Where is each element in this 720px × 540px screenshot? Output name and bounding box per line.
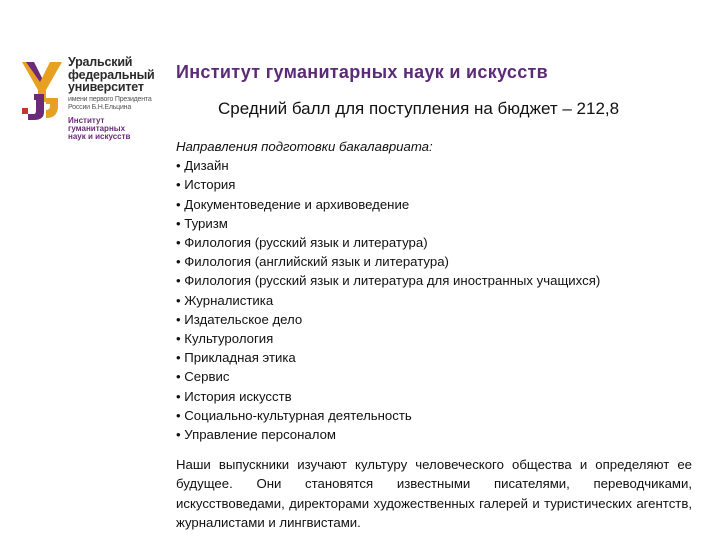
average-score-subtitle: Средний балл для поступления на бюджет – 212,8 xyxy=(218,99,620,118)
list-item: • Туризм xyxy=(176,215,228,231)
list-item: • Филология (русский язык и литература) xyxy=(176,235,428,251)
university-subtitle-line1: имени первого Президента xyxy=(68,95,152,103)
list-item: • Социально-культурная деятельность xyxy=(176,407,412,423)
list-item: • Журналистика xyxy=(176,292,274,308)
list-item: • Управление персоналом xyxy=(176,427,337,443)
list-item: • Культурология xyxy=(176,331,274,347)
university-name-line1: Уральский xyxy=(68,55,133,69)
university-subtitle xyxy=(68,96,178,112)
logo-text xyxy=(68,56,178,142)
page-title: Институт гуманитарных наук и искусств xyxy=(176,62,549,82)
directions-list xyxy=(176,156,600,444)
list-item: • Сервис xyxy=(176,369,230,385)
university-name-line2: федеральный xyxy=(68,67,155,82)
list-item: • История искусств xyxy=(176,388,292,404)
list-item: • История xyxy=(176,177,236,193)
list-item: • Филология (русский язык и литература для иностранных учащихся) xyxy=(176,273,601,289)
logo-institute-line3: наук и искусств xyxy=(68,132,131,142)
list-item: • Прикладная этика xyxy=(176,350,296,366)
list-item: • Филология (английский язык и литература) xyxy=(176,254,449,270)
directions-heading: Направления подготовки бакалавриата: xyxy=(176,139,433,154)
university-name-line3: университет xyxy=(68,80,144,94)
logo-institute-name xyxy=(68,117,178,142)
list-item: • Дизайн xyxy=(176,158,229,174)
university-emblem-icon xyxy=(20,58,64,122)
list-item: • Издательское дело xyxy=(176,311,303,327)
graduates-paragraph: Наши выпускники изучают культуру человеческого общества и определяют ее будущее. Они становятся известными писателями, переводчиками, искусствоведами, директорами художественных галерей и туристических агентств, журналистами и лингвистами. xyxy=(176,457,692,531)
university-logo xyxy=(20,56,170,156)
logo-institute-line2: гуманитарных xyxy=(68,123,126,133)
university-subtitle-line2: России Б.Н.Ельцина xyxy=(68,103,132,111)
logo-institute-line1: Институт xyxy=(68,115,105,125)
directions-section xyxy=(176,137,600,444)
list-item: • Документоведение и архивоведение xyxy=(176,196,410,212)
